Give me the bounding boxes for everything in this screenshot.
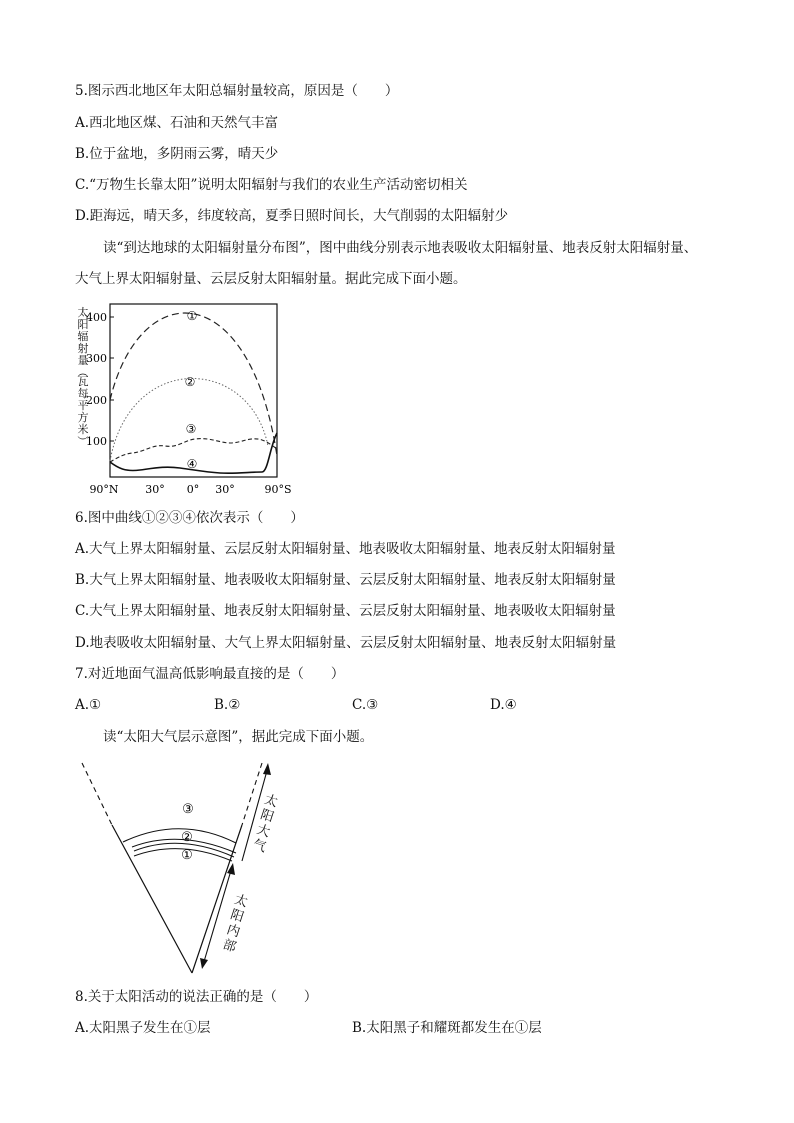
solar-atmosphere-diagram [70,755,290,980]
chart-ylabel [76,305,89,447]
chart-ylabel-char: 方 [77,411,89,424]
layer-label-1: ① [181,848,193,863]
curve-label-1: ① [186,309,198,323]
q6-option-c: C.大气上界太阳辐射量、地表反射太阳辐射量、云层反射太阳辐射量、地表吸收太阳辐射量 [75,603,616,619]
q7-option-d: D.④ [490,697,517,713]
chart-ylabel-char: 瓦 [77,375,89,388]
curve-label-2: ② [184,375,196,389]
q7-option-b: B.② [214,697,241,713]
chart-ylabel-char: 射 [77,342,89,355]
outer-label [251,791,280,855]
xtick-90n: 90°N [89,483,119,496]
inner-label [221,891,250,955]
q7-stem: 7.对近地面气温高低影响最直接的是（ ） [75,666,345,682]
xtick-30s: 30° [215,483,235,496]
q5-option-b: B.位于盆地，多阴雨云雾，晴天少 [75,146,279,162]
q8-stem: 8.关于太阳活动的说法正确的是（ ） [75,989,318,1005]
xtick-90s: 90°S [264,483,292,496]
radiation-chart [70,296,292,502]
intro1-line1: 读“到达地球的太阳辐射量分布图”，图中曲线分别表示地表吸收太阳辐射量、地表反射太阳辐射量、 [103,240,698,256]
curve-2 [110,378,268,461]
chart-ylabel-char: 米 [77,423,89,436]
q6-option-a: A.大气上界太阳辐射量、云层反射太阳辐射量、地表吸收太阳辐射量、地表反射太阳辐射量 [75,541,616,557]
chart-ylabel-char: 阳 [77,318,89,331]
outer-label-char: 大 [254,822,272,841]
layer-label-2: ② [181,830,193,845]
ytick-100: 100 [86,435,107,448]
q5-option-c: C.“万物生长靠太阳”说明太阳辐射与我们的农业生产活动密切相关 [75,177,468,193]
chart-ylabel-char: 太 [77,306,89,319]
xtick-0: 0° [186,483,200,496]
q6-option-d: D.地表吸收太阳辐射量、大气上界太阳辐射量、云层反射太阳辐射量、地表反射太阳辐射量 [75,635,617,651]
chart-ylabel-char: 辐 [77,330,89,343]
outer-label-char: 气 [250,837,268,856]
q6-option-b: B.大气上界太阳辐射量、地表吸收太阳辐射量、云层反射太阳辐射量、地表反射太阳辐射量 [75,572,616,588]
inner-label-char: 内 [224,922,242,941]
curve-label-3: ③ [185,422,197,436]
ytick-200: 200 [86,394,107,407]
q8-option-a: A.太阳黑子发生在①层 [75,1020,211,1036]
inner-label-char: 部 [220,937,238,956]
outer-label-char: 阳 [258,807,276,826]
q6-stem: 6.图中曲线①②③④依次表示（ ） [75,510,304,526]
chart-ylabel-char: ） [76,435,89,447]
q7-option-a: A.① [75,697,102,713]
outer-label-char: 太 [262,792,280,811]
q5-option-d: D.距海远，晴天多，纬度较高，夏季日照时间长，大气削弱的太阳辐射少 [75,208,509,224]
chart-ylabel-char: （ [76,366,89,378]
q8-option-b: B.太阳黑子和耀斑都发生在①层 [352,1020,542,1036]
chart-ylabel-char: 每 [77,387,89,400]
chart-ylabel-char: 量 [77,354,89,367]
q5-option-a: A.西北地区煤、石油和天然气丰富 [75,115,279,131]
ytick-400: 400 [86,311,107,324]
curve-label-4: ④ [186,457,198,471]
inner-label-char: 太 [232,892,250,911]
intro1-line2: 大气上界太阳辐射量、云层反射太阳辐射量。据此完成下面小题。 [75,271,467,287]
intro2-line1: 读“太阳大气层示意图”，据此完成下面小题。 [103,729,374,745]
chart-ylabel-char: 平 [77,399,89,412]
q5-stem: 5.图示西北地区年太阳总辐射量较高，原因是（ ） [75,83,399,99]
chart-frame [110,304,277,477]
q7-option-c: C.③ [352,697,379,713]
ytick-300: 300 [86,352,107,365]
xtick-30n: 30° [145,483,165,496]
layer-label-3: ③ [182,802,194,817]
inner-label-char: 阳 [228,907,246,926]
